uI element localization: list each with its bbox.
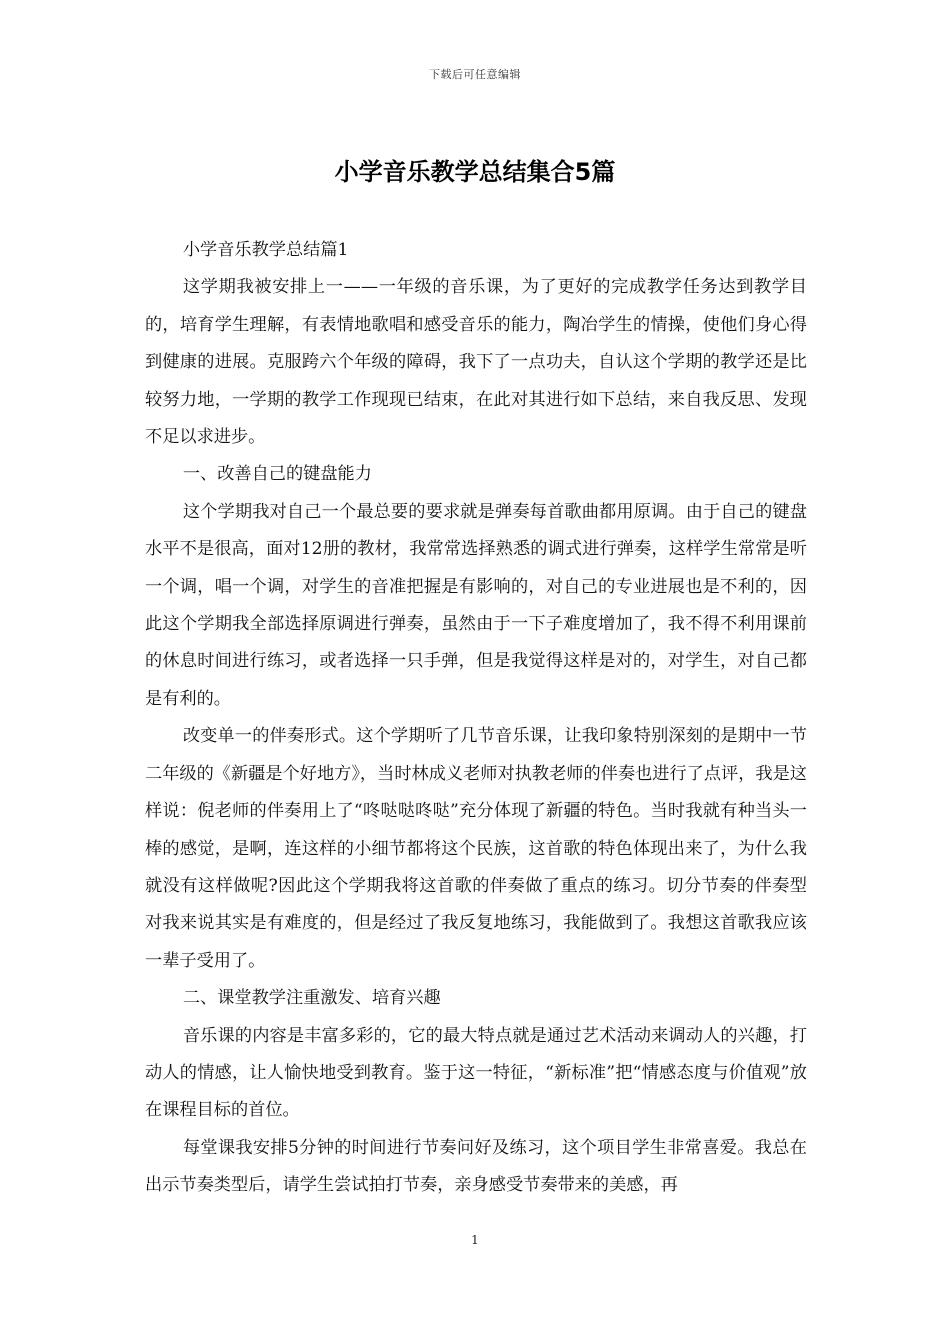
subheading-keyboard: 一、改善自己的键盘能力 xyxy=(182,464,372,485)
section-heading-1: 小学音乐教学总结篇1 xyxy=(182,240,349,260)
document-body xyxy=(145,232,807,1205)
page-number: 1 xyxy=(471,1233,479,1247)
subheading-classroom: 二、课堂教学注重激发、培育兴趣 xyxy=(182,988,441,1009)
paragraph-rhythm: 每堂课我安排5分钟的时间进行节奏问好及练习，这个项目学生非常喜爱。我总在出示节奏类型后，请学生尝试拍打节奏，亲身感受节奏带来的美感，再 xyxy=(145,1137,807,1196)
paragraph-accompaniment: 改变单一的伴奏形式。这个学期听了几节音乐课，让我印象特别深刻的是期中一节二年级的《新疆是个好地方》，当时林成义老师对执教老师的伴奏也进行了点评，我是这样说：倪老师的伴奏用上了“咚哒哒咚哒”充分体现了新疆的特色。当时我就有种当头一棒的感觉，是啊，连这样的小细节都将这个民族，这首歌的特色体现出来了，为什么我就没有这样做呢?因此这个学期我将这首歌的伴奏做了重点的练习。切分节奏的伴奏型对我来说其实是有难度的，但是经过了我反复地练习，我能做到了。我想这首歌我应该一辈子受用了。 xyxy=(145,726,807,971)
header-note: 下载后可任意编辑 xyxy=(429,68,521,81)
paragraph-interest: 音乐课的内容是丰富多彩的，它的最大特点就是通过艺术活动来调动人的兴趣，打动人的情感，让人愉快地受到教育。鉴于这一特征，“新标准”把“情感态度与价值观”放在课程目标的首位。 xyxy=(145,1025,807,1121)
paragraph-keyboard: 这个学期我对自己一个最总要的要求就是弹奏每首歌曲都用原调。由于自己的键盘水平不是很高，面对12册的教材，我常常选择熟悉的调式进行弹奏，这样学生常常是听一个调，唱一个调，对学生的音准把握是有影响的，对自己的专业进展也是不利的，因此这个学期我全部选择原调进行弹奏，虽然由于一下子难度增加了，我不得不利用课前的休息时间进行练习，或者选择一只手弹，但是我觉得这样是对的，对学生，对自己都是有利的。 xyxy=(145,501,807,709)
document-title: 小学音乐教学总结集合5篇 xyxy=(334,158,616,186)
paragraph-intro: 这学期我被安排上一——一年级的音乐课，为了更好的完成教学任务达到教学目的，培育学生理解，有表情地歌唱和感受音乐的能力，陶冶学生的情操，使他们身心得到健康的进展。克服跨六个年级的障碍，我下了一点功夫，自认这个学期的教学还是比较努力地，一学期的教学工作现现已结束，在此对其进行如下总结，来自我反思、发现不足以求进步。 xyxy=(145,277,807,448)
